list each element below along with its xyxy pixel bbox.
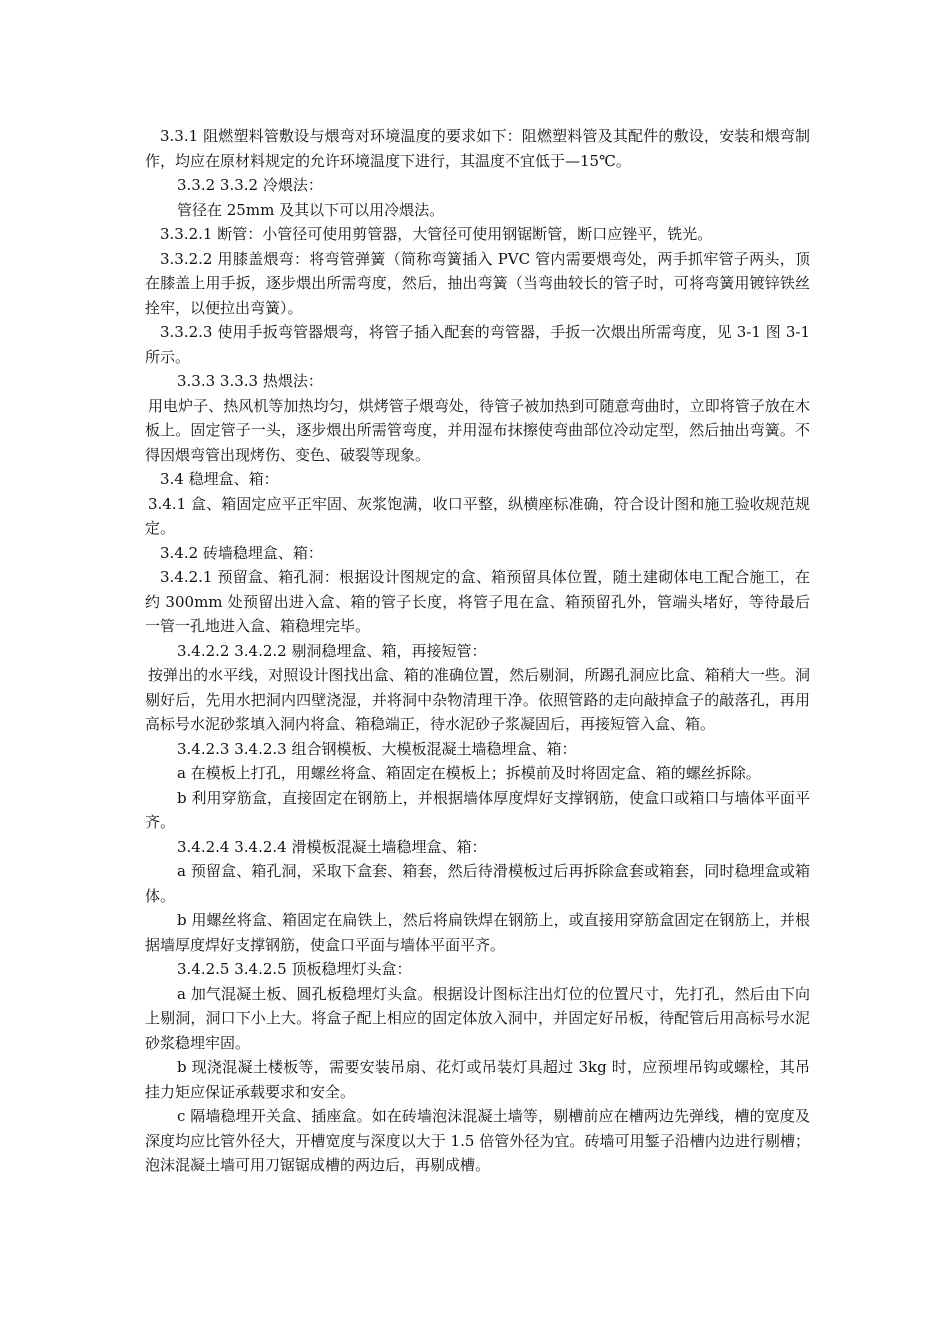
document-body bbox=[145, 124, 810, 1178]
paragraph: 用电炉子、热风机等加热均匀，烘烤管子煨弯处，待管子被加热到可随意弯曲时，立即将管子放在木板上。固定管子一头，逐步煨出所需管弯度，并用湿布抹擦使弯曲部位冷动定型，然后抽出弯簧。不得因煨弯管出现烤伤、变色、破裂等现象。 bbox=[145, 396, 810, 464]
paragraph: 3.3.1 阻燃塑料管敷设与煨弯对环境温度的要求如下：阻燃塑料管及其配件的敷设，安装和煨弯制作，均应在原材料规定的允许环境温度下进行，其温度不宜低于—15℃。 bbox=[145, 127, 810, 170]
paragraph: 3.4.1 盒、箱固定应平正牢固、灰浆饱满，收口平整，纵横座标准确，符合设计图和施工验收规范规定。 bbox=[145, 494, 810, 537]
paragraph: 3.4.2.4 3.4.2.4 滑模板混凝土墙稳埋盒、箱： bbox=[177, 837, 487, 856]
paragraph: 3.3.2.2 用膝盖煨弯：将弯管弹簧（简称弯簧插入 PVC 管内需要煨弯处，两手抓牢管子两头，顶在膝盖上用手扳，逐步煨出所需弯度，然后，抽出弯簧（当弯曲较长的管子时，可将弯簧用镀锌铁丝拴牢，以便拉出弯簧）。 bbox=[145, 249, 810, 317]
paragraph: 3.3.2.1 断管：小管径可使用剪管器，大管径可使用钢锯断管，断口应锉平，铣光。 bbox=[160, 225, 713, 243]
paragraph: b 用螺丝将盒、箱固定在扁铁上，然后将扁铁焊在钢筋上，或直接用穿筋盒固定在钢筋上，并根据墙厚度焊好支撑钢筋，使盒口平面与墙体平面平齐。 bbox=[145, 911, 810, 954]
paragraph: b 利用穿筋盒，直接固定在钢筋上，并根据墙体厚度焊好支撑钢筋，使盒口或箱口与墙体平面平齐。 bbox=[145, 788, 810, 831]
paragraph: b 现浇混凝土楼板等，需要安装吊扇、花灯或吊装灯具超过 3kg 时，应预埋吊钩或螺栓，其吊挂力矩应保证承载要求和安全。 bbox=[145, 1058, 810, 1101]
paragraph: 3.4.2.1 预留盒、箱孔洞：根据设计图规定的盒、箱预留具体位置，随土建砌体电工配合施工，在约 300mm 处预留出进入盒、箱的管子长度，将管子甩在盒、箱预留孔外，管端头堵好，等待最后一管一孔地进入盒、箱稳埋完毕。 bbox=[145, 568, 810, 635]
paragraph: 3.3.3 3.3.3 热煨法： bbox=[177, 372, 323, 390]
paragraph: 3.4.2.5 3.4.2.5 顶板稳埋灯头盒： bbox=[177, 960, 412, 978]
paragraph: 3.4.2 砖墙稳埋盒、箱： bbox=[160, 543, 323, 562]
paragraph: 3.4.2.3 3.4.2.3 组合钢模板、大模板混凝土墙稳埋盒、箱： bbox=[177, 739, 577, 758]
paragraph: a 加气混凝土板、圆孔板稳埋灯头盒。根据设计图标注出灯位的位置尺寸，先打孔，然后由下向上剔洞，洞口下小上大。将盒子配上相应的固定体放入洞中，并固定好吊板，待配管后用高标号水泥砂浆稳埋牢固。 bbox=[145, 984, 810, 1052]
paragraph: 3.3.2.3 使用手扳弯管器煨弯，将管子插入配套的弯管器，手扳一次煨出所需弯度，见 3-1 图 3-1 所示。 bbox=[145, 323, 810, 366]
paragraph: 3.3.2 3.3.2 冷煨法： bbox=[177, 176, 323, 194]
paragraph: c 隔墙稳埋开关盒、插座盒。如在砖墙泡沫混凝土墙等，剔槽前应在槽两边先弹线，槽的宽度及深度均应比管外径大，开槽宽度与深度以大于 1.5 倍管外径为宜。砖墙可用錾子沿槽内边进行剔槽；泡沫混凝土墙可用刀锯锯成槽的两边后，再剔成槽。 bbox=[145, 1107, 810, 1174]
paragraph: a 预留盒、箱孔洞，采取下盒套、箱套，然后待滑模板过后再拆除盒套或箱套，同时稳埋盒或箱体。 bbox=[145, 862, 810, 905]
paragraph: 3.4.2.2 3.4.2.2 剔洞稳埋盒、箱，再接短管： bbox=[177, 641, 487, 660]
paragraph: 3.4 稳埋盒、箱： bbox=[160, 470, 279, 488]
paragraph: a 在模板上打孔，用螺丝将盒、箱固定在模板上；拆模前及时将固定盒、箱的螺丝拆除。 bbox=[177, 764, 761, 782]
paragraph: 按弹出的水平线，对照设计图找出盒、箱的准确位置，然后剔洞，所踢孔洞应比盒、箱稍大一些。洞剔好后，先用水把洞内四壁浇湿，并将洞中杂物清理干净。依照管路的走向敲掉盒子的敲落孔，再用高标号水泥砂浆填入洞内将盒、箱稳端正，待水泥砂子浆凝固后，再接短管入盒、箱。 bbox=[145, 666, 810, 733]
paragraph: 管径在 25mm 及其以下可以用冷煨法。 bbox=[177, 200, 445, 219]
